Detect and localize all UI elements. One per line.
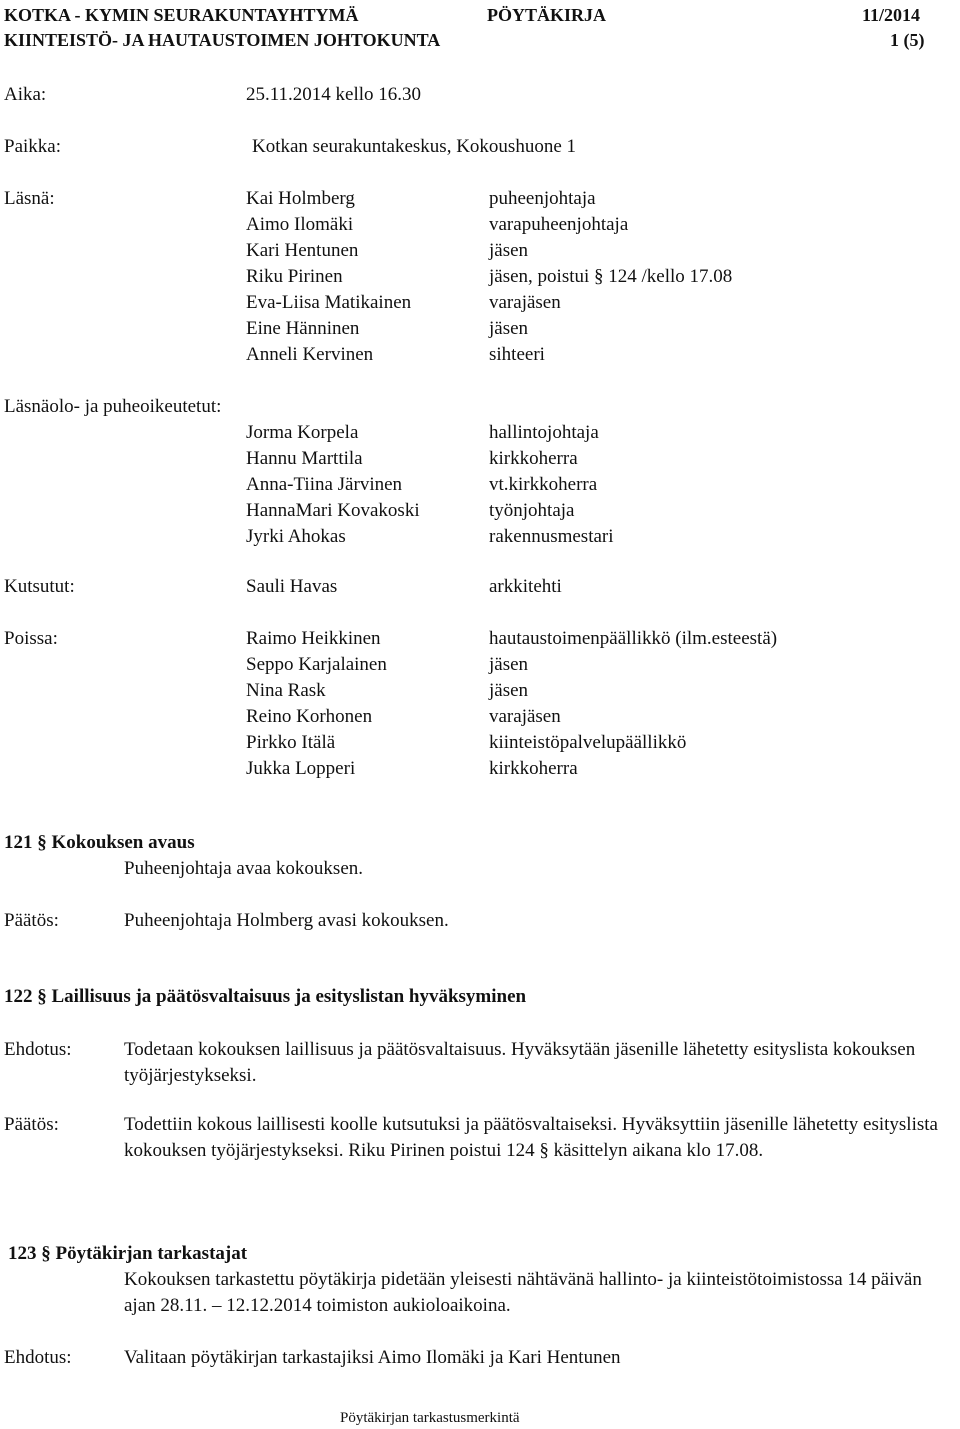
absent-role: kiinteistöpalvelupäällikkö: [489, 732, 687, 753]
absent-role: kirkkoherra: [489, 758, 578, 779]
footer-text: Pöytäkirjan tarkastusmerkintä: [340, 1410, 520, 1426]
section-122-decision-label: Päätös:: [4, 1114, 59, 1135]
invited-name: Sauli Havas: [246, 576, 338, 597]
absent-name: Pirkko Itälä: [246, 732, 336, 753]
section-121-decision: Puheenjohtaja Holmberg avasi kokouksen.: [124, 910, 449, 931]
section-122-title: 122 § Laillisuus ja päätösvaltaisuus ja esityslistan hyväksyminen: [4, 986, 527, 1007]
present-name: Riku Pirinen: [246, 266, 343, 287]
place-value: Kotkan seurakuntakeskus, Kokoushuone 1: [252, 136, 577, 157]
rights-name: Anna-Tiina Järvinen: [246, 474, 403, 495]
org-name: KOTKA - KYMIN SEURAKUNTAYHTYMÄ: [4, 5, 359, 25]
present-role: sihteeri: [489, 344, 545, 365]
present-role: jäsen: [489, 318, 529, 339]
rights-role: hallintojohtaja: [489, 422, 599, 443]
rights-name: Jyrki Ahokas: [246, 526, 346, 547]
present-name: Eva-Liisa Matikainen: [246, 292, 412, 313]
absent-label: Poissa:: [4, 628, 58, 649]
present-name: Aimo Ilomäki: [246, 214, 354, 235]
rights-role: työnjohtaja: [489, 500, 575, 521]
section-121-decision-label: Päätös:: [4, 910, 59, 931]
absent-name: Reino Korhonen: [246, 706, 373, 727]
section-122-decision: Todettiin kokous laillisesti koolle kutsutuksi ja päätösvaltaiseksi. Hyväksyttiin jäsenille lähetetty esityslista kokouksen työjärjestykseksi. Riku Pirinen poistui 124 § käsittelyn aikana klo 17.08.: [124, 1114, 938, 1161]
time-value: 25.11.2014 kello 16.30: [246, 84, 422, 105]
section-121-intro: Puheenjohtaja avaa kokouksen.: [124, 858, 364, 879]
page-number: 1 (5): [890, 30, 925, 50]
absent-name: Nina Rask: [246, 680, 326, 701]
rights-name: HannaMari Kovakoski: [246, 500, 420, 521]
present-name: Kai Holmberg: [246, 188, 355, 209]
board-name: KIINTEISTÖ- JA HAUTAUSTOIMEN JOHTOKUNTA: [4, 30, 441, 50]
doc-type: PÖYTÄKIRJA: [487, 5, 607, 25]
absent-role: jäsen: [489, 654, 529, 675]
section-122-proposal-label: Ehdotus:: [4, 1039, 72, 1060]
absent-role: jäsen: [489, 680, 529, 701]
absent-name: Jukka Lopperi: [246, 758, 356, 779]
rights-name: Hannu Marttila: [246, 448, 363, 469]
place-label: Paikka:: [4, 136, 61, 157]
section-123-proposal-label: Ehdotus:: [4, 1347, 72, 1368]
rights-role: vt.kirkkoherra: [489, 474, 598, 495]
rights-label: Läsnäolo- ja puheoikeutetut:: [4, 396, 222, 417]
time-label: Aika:: [4, 84, 47, 105]
absent-name: Raimo Heikkinen: [246, 628, 381, 649]
doc-number: 11/2014: [862, 5, 921, 25]
invited-role: arkkitehti: [489, 576, 562, 597]
section-123-proposal: Valitaan pöytäkirjan tarkastajiksi Aimo Ilomäki ja Kari Hentunen: [124, 1347, 621, 1368]
absent-role: hautaustoimenpäällikkö (ilm.esteestä): [489, 628, 778, 649]
absent-role: varajäsen: [489, 706, 561, 727]
rights-role: kirkkoherra: [489, 448, 578, 469]
section-122-proposal: Todetaan kokouksen laillisuus ja päätösvaltaisuus. Hyväksytään jäsenille lähetetty esityslista kokouksen työjärjestykseksi.: [124, 1039, 916, 1086]
present-role: jäsen, poistui § 124 /kello 17.08: [489, 266, 733, 287]
present-role: varajäsen: [489, 292, 561, 313]
present-role: puheenjohtaja: [489, 188, 596, 209]
present-role: jäsen: [489, 240, 529, 261]
present-role: varapuheenjohtaja: [489, 214, 629, 235]
section-123-title: 123 § Pöytäkirjan tarkastajat: [8, 1243, 248, 1264]
section-121-title: 121 § Kokouksen avaus: [4, 832, 195, 853]
section-123-intro: Kokouksen tarkastettu pöytäkirja pidetään yleisesti nähtävänä hallinto- ja kiinteistötoimistossa 14 päivän ajan 28.11. – 12.12.2014 toimiston aukioloaikoina.: [124, 1269, 922, 1316]
present-name: Anneli Kervinen: [246, 344, 374, 365]
rights-role: rakennusmestari: [489, 526, 614, 547]
present-name: Eine Hänninen: [246, 318, 360, 339]
present-name: Kari Hentunen: [246, 240, 359, 261]
absent-name: Seppo Karjalainen: [246, 654, 387, 675]
present-label: Läsnä:: [4, 188, 55, 209]
rights-name: Jorma Korpela: [246, 422, 359, 443]
invited-label: Kutsutut:: [4, 576, 75, 597]
